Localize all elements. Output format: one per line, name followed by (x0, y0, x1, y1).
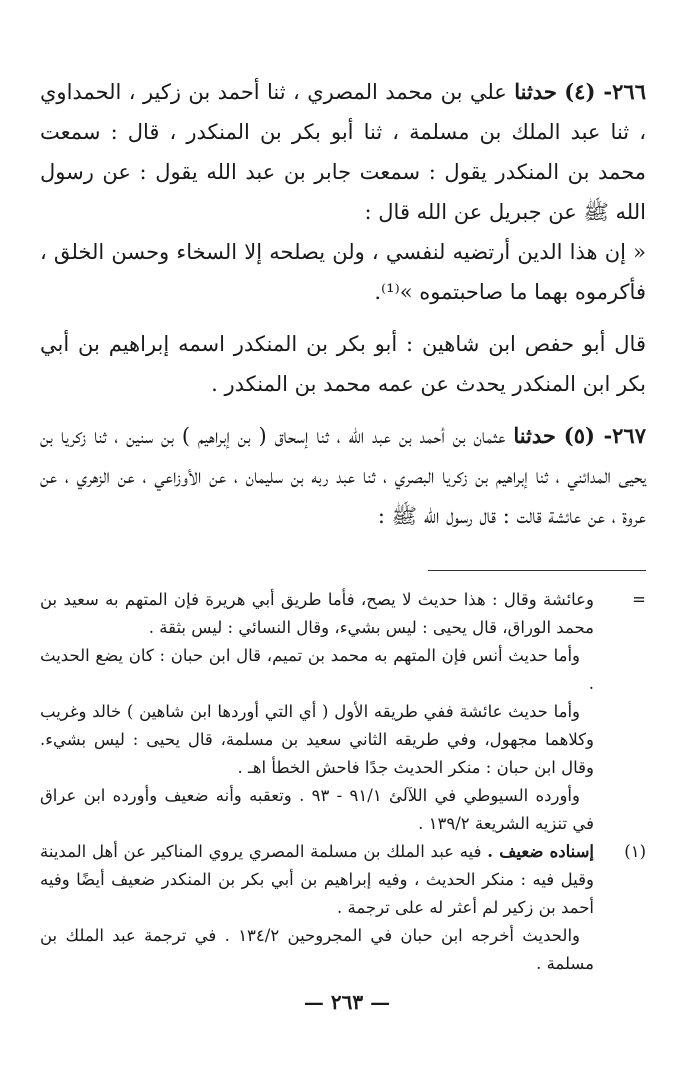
footnote-line: وعائشة وقال : هذا حديث لا يصح، فأما طريق أبي هريرة فإن المتهم به سعيد بن محمد الوراق، قال يحيى : ليس بشيء، وقال النسائي : ليس بثقة . (40, 590, 594, 637)
hadith-lead: حدثنا (514, 79, 557, 104)
hadith-isnad: علي بن محمد المصري ، ثنا أحمد بن زكير ، الحمداوي ، ثنا عبد الملك بن مسلمة ، ثنا أبو بكر بن المنكدر ، قال : سمعت محمد بن المنكدر يقول : سمعت جابر بن عبد الله يقول : عن رسول الله ﷺ عن جبريل عن الله قال : (40, 80, 646, 224)
footnotes (40, 586, 646, 978)
author-comment: قال أبو حفص ابن شاهين : أبو بكر بن المنكدر اسمه إبراهيم بن أبي بكر ابن المنكدر يحدث عن عمه محمد بن المنكدر . (40, 332, 646, 396)
main-text (40, 72, 646, 536)
footnote-line (40, 838, 594, 922)
footnote-lead: إسناده ضعيف . (487, 842, 595, 861)
footnote-line: والحديث أخرجه ابن حبان في المجروحين ١٣٤/٢ . في ترجمة عبد الملك بن مسلمة . (40, 926, 594, 973)
continuation-marker: = (632, 590, 646, 609)
footnote-continued (40, 586, 646, 838)
footnote-separator (428, 570, 646, 571)
footnote-marker: (١) (624, 842, 646, 861)
footnote-line: وأما حديث عائشة ففي طريقه الأول ( أي التي أوردها ابن شاهين ) خالد وغريب وكلاهما مجهول، وفي طريقه الثاني سعيد بن مسلمة، قال يحيى : ليس بشيء. وقال ابن حبان : منكر الحديث جدًا فاحش الخطأ اهـ . (40, 702, 594, 777)
hadith-267 (40, 416, 646, 536)
hadith-matn: « إن هذا الدين أرتضيه لنفسي ، ولن يصلحه إلا السخاء وحسن الخلق ، فأكرموه بهما ما صاحبتموه »⁽¹⁾. (40, 240, 646, 304)
footnote-line: وأورده السيوطي في اللآلئ ٩١/١ - ٩٣ . وتعقبه وأنه ضعيف وأورده ابن عراق في تنزيه الشريعة ١٣٩/٢ . (40, 786, 594, 833)
footnote-line: وأما حديث أنس فإن المتهم به محمد بن تميم، قال ابن حبان : كان يضع الحديث . (40, 646, 594, 693)
hadith-lead: حدثنا (513, 423, 556, 448)
footnote-1 (40, 838, 646, 978)
hadith-number: ٢٦٦- (٤) (564, 79, 646, 104)
page-number: — ٢٦٣ — (303, 990, 391, 1014)
hadith-266 (40, 72, 646, 232)
hadith-isnad: عثمان بن أحمد بن عبد الله ، ثنا إسحاق ( بن إبراهيم ) بن سنين ، ثنا زكريا بن يحيى المدائني ، ثنا إبراهيم بن زكريا البصري ، ثنا عبد ربه بن سليمان ، عن الأوزاعي ، عن الزهري ، عن عروة ، عن عائشة قالت : قال رسول الله ﷺ : (40, 424, 646, 528)
footnote-text: فيه عبد الملك بن مسلمة المصري يروي المناكير عن أهل المدينة وقيل فيه : منكر الحديث ، وفيه إبراهيم بن أبي بكر بن المنكدر ضعيف أيضًا وفيه أحمد بن زكير لم أعثر له على ترجمة . (40, 842, 594, 917)
hadith-number: ٢٦٧- (٥) (563, 423, 646, 448)
